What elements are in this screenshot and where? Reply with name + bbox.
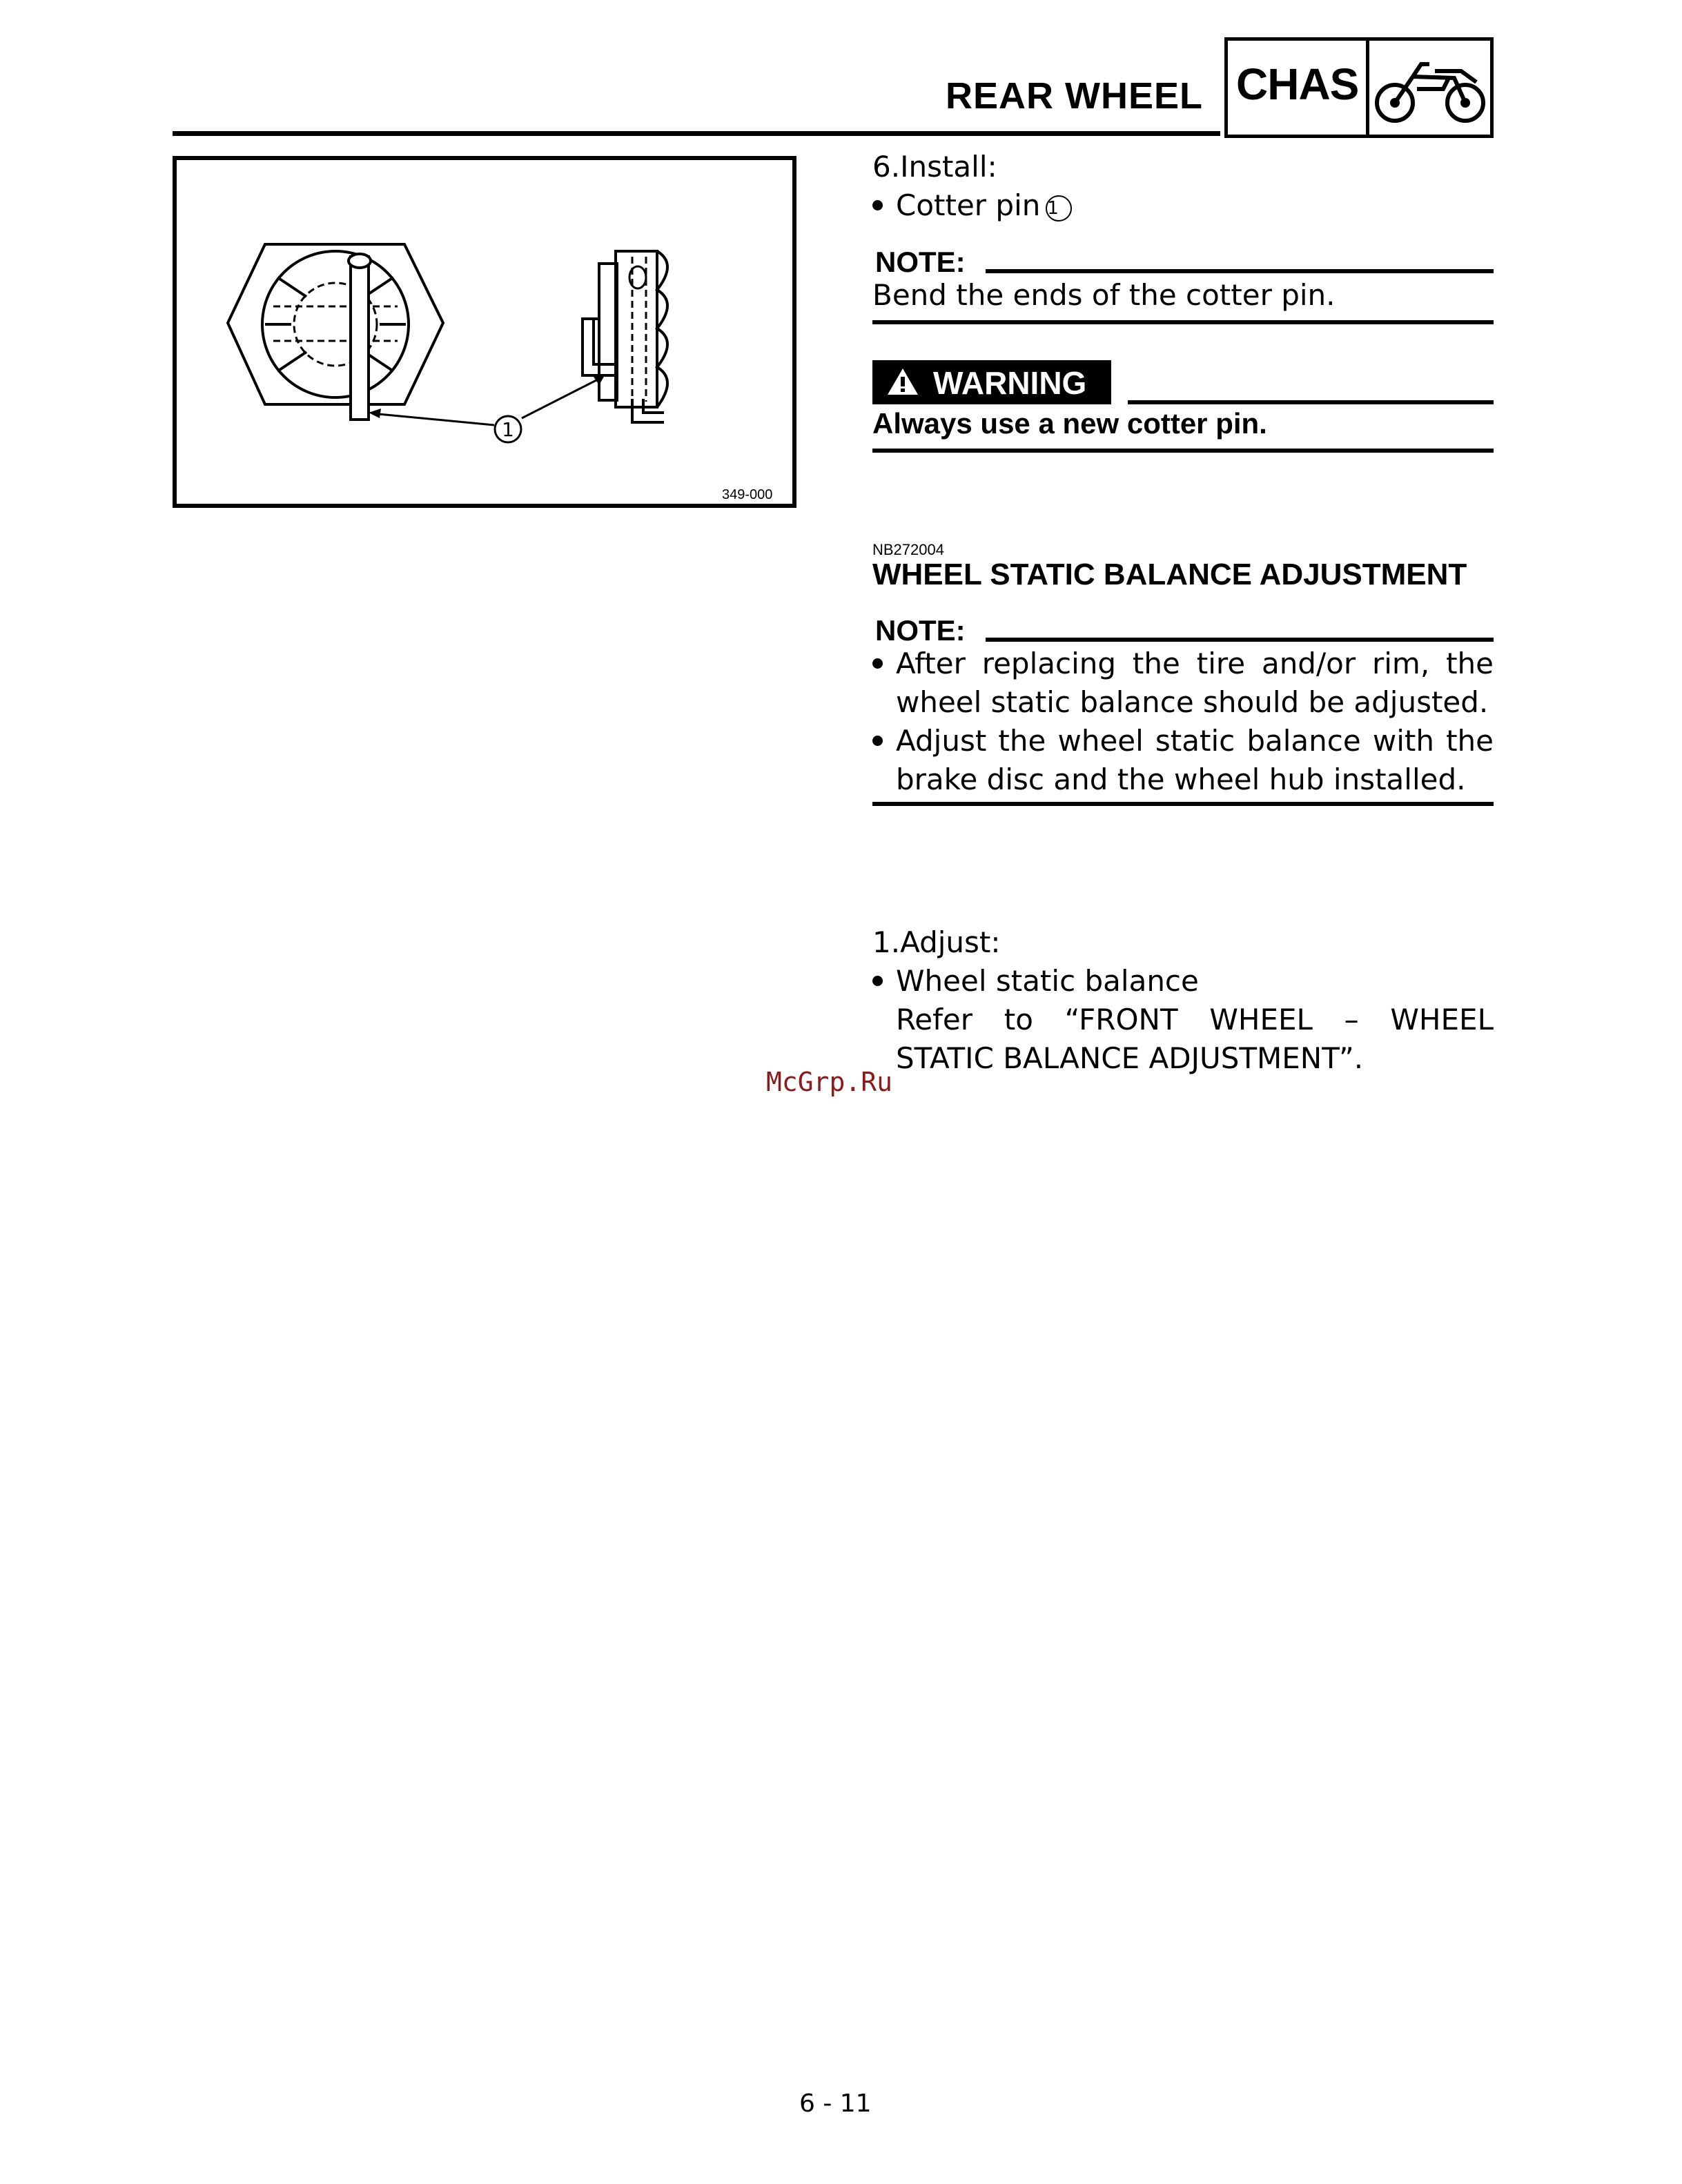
adjust-step-title: 1.Adjust:	[872, 925, 1001, 959]
section-code-small: NB272004	[872, 541, 944, 558]
note-bullet	[872, 645, 1494, 722]
watermark: McGrp.Ru	[766, 1067, 893, 1097]
motorcycle-icon	[1371, 50, 1490, 128]
warning-label: WARNING	[933, 365, 1087, 401]
adjust-bullet	[872, 962, 1494, 1078]
adjust-bullet-text: Wheel static balance	[896, 964, 1199, 998]
note-label: NOTE:	[875, 614, 966, 647]
header-rule	[173, 131, 1220, 136]
warning-end-rule	[872, 449, 1494, 453]
page-title: REAR WHEEL	[946, 75, 1203, 117]
bullet-dot	[872, 976, 883, 986]
figure-callout: 1	[502, 418, 514, 441]
section-code: CHAS	[1236, 59, 1359, 109]
note-label: NOTE:	[875, 246, 966, 278]
section-title: WHEEL STATIC BALANCE ADJUSTMENT	[872, 558, 1467, 591]
warning-triangle-icon	[886, 367, 919, 396]
note-bullet-line: wheel static balance should be adjusted.	[896, 685, 1489, 719]
note-rule	[986, 638, 1494, 642]
note-bullet-line: After replacing the tire and/or rim, the	[896, 647, 1494, 680]
bullet-dot	[872, 658, 883, 669]
badge-divider	[1366, 41, 1369, 135]
section-badge	[1224, 37, 1494, 138]
install-bullet	[872, 186, 1494, 225]
note-bullet	[872, 722, 1494, 799]
cotter-pin-diagram	[177, 160, 792, 504]
note-bullet-line: Adjust the wheel static balance with the	[896, 724, 1494, 758]
note-rule	[986, 269, 1494, 273]
figure-code: 349-000	[722, 487, 773, 502]
install-ref-number: 1	[1046, 195, 1072, 222]
bullet-dot	[872, 200, 883, 210]
adjust-ref-line: Refer to “FRONT WHEEL – WHEEL	[896, 1003, 1494, 1036]
install-step-title: 6.Install:	[872, 150, 997, 184]
note-end-rule	[872, 320, 1494, 324]
note-text: Bend the ends of the cotter pin.	[872, 278, 1336, 312]
note-bullet-line: brake disc and the wheel hub installed.	[896, 763, 1466, 796]
warning-badge	[872, 360, 1111, 404]
install-bullet-text: Cotter pin	[896, 188, 1041, 222]
cotter-pin-figure	[173, 156, 796, 508]
note-end-rule	[872, 802, 1494, 806]
page-number: 6 - 11	[799, 2089, 872, 2118]
bullet-dot	[872, 736, 883, 746]
adjust-ref-line: STATIC BALANCE ADJUSTMENT”.	[896, 1041, 1364, 1075]
warning-text: Always use a new cotter pin.	[872, 407, 1267, 440]
